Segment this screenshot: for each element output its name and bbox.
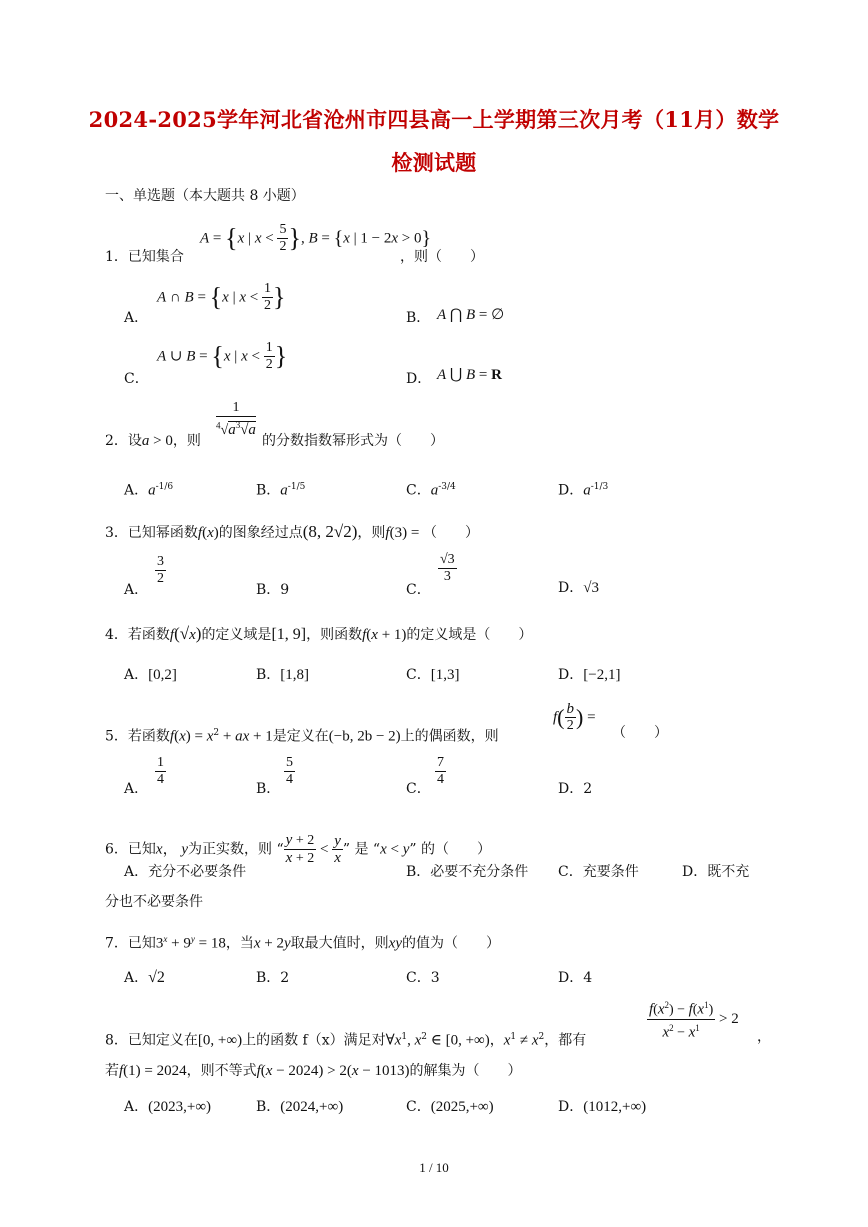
q2-option-c: C．$a^{-3/4}$ — [406, 482, 456, 499]
question-5: 5．若函数$f(x) = x^2$ + ax + 1是定义在(−b, 2b − 2)上的偶函数，则 — [105, 728, 499, 745]
question-3: 3．已知幂函数f(x)的图象经过点(8, 2√2)，则f(3) = （ ） — [105, 522, 480, 541]
q3-option-a: A． — [124, 582, 149, 598]
q4-option-d: D．[−2,1] — [558, 667, 621, 683]
q5-expression: f( $\frac{b}{2}$ ) = — [553, 701, 596, 733]
q4-option-a: A．[0,2] — [124, 667, 177, 683]
q2-option-d: D．$a^{-1/3}$ — [558, 482, 609, 499]
q5-option-a-value: $\frac{1}{4}$ — [157, 755, 164, 787]
q8-comma: ， — [757, 1029, 771, 1045]
q1-option-a-label: A． — [124, 310, 149, 326]
q7-option-b: B．2 — [256, 970, 290, 986]
q3-option-b: B．9 — [256, 582, 290, 598]
q6-option-b: B．必要不充分条件 — [406, 864, 529, 880]
q3-option-c-value: $\frac{√3}{3}$ — [440, 552, 455, 584]
q5-option-a: A． — [124, 781, 149, 797]
q5-tail: （ ） — [612, 725, 668, 741]
q6-option-d-cont: 分也不必要条件 — [105, 894, 203, 910]
q1-option-c-label: C． — [124, 371, 149, 387]
q3-option-a-value: $\frac{3}{2}$ — [157, 554, 164, 586]
question-4: 4．若函数f(√x)的定义域是[1, 9]，则函数f(x + 1)的定义域是（ ） — [105, 624, 533, 643]
question-2: 2．设a > 0，则 — [105, 433, 201, 449]
q6-option-d: D．既不充 — [682, 864, 750, 880]
question-7: 7．已知$3^x + 9^y = 18$，当x + 2y取最大值时，则xy的值为（ ） — [105, 934, 500, 952]
page-title-line2: 检测试题 — [391, 150, 477, 175]
q2-option-b: B．$a^{-1/5}$ — [256, 482, 306, 499]
q1-option-c: A ∪ B = {x | x < $\frac{1}{2}$ } — [157, 340, 288, 372]
q8-option-b: B．(2024,+∞) — [256, 1099, 344, 1115]
q1-option-d: A ⋃ B = R — [437, 367, 502, 383]
q6-option-a: A．充分不必要条件 — [124, 864, 247, 880]
q7-option-d: D．4 — [558, 970, 593, 986]
page-number: 1 / 10 — [419, 1160, 449, 1175]
q8-option-c: C．(2025,+∞) — [406, 1099, 494, 1115]
q3-option-c: C． — [406, 582, 431, 598]
q3-option-d: D．√3 — [558, 580, 599, 596]
page-title: 2024-2025学年河北省沧州市四县高一上学期第三次月考（11月）数学 — [88, 107, 780, 132]
q8-condition: $\frac{f(x^2) - f(x^1)}{x^2 - x^1}$ > 2 — [647, 997, 739, 1041]
q7-option-c: C．3 — [406, 970, 440, 986]
question-8-line2: 若f(1) = 2024，则不等式f(x − 2024) > 2(x − 1013)的解集为（ ） — [105, 1063, 522, 1079]
q5-option-d: D．2 — [558, 781, 593, 797]
q4-option-b: B．[1,8] — [256, 667, 310, 683]
q6-option-c: C．充要条件 — [558, 864, 639, 880]
q8-option-a: A．(2023,+∞) — [124, 1099, 212, 1115]
q1-option-b: A ⋂ B = ∅ — [437, 307, 505, 323]
q2-radical: $\frac{1}{^4√a^3√a}$ — [216, 400, 256, 438]
q1-sets: A = {x | x < $\frac{5}{2}$ }, B = {x | 1 − 2x > 0} — [200, 222, 432, 254]
section-heading: 一、单选题（本大题共 8 小题） — [105, 188, 305, 204]
q5-option-b: B． — [256, 781, 281, 797]
question-6: 6．已知x， y为正实数，则 “ $\frac{y + 2}{x + 2}$ < $\frac{y}{x}$ ” 是 “x < y” 的（ ） — [105, 832, 491, 866]
question-8: 8．已知定义在[0, +∞)上的函数 f（x）满足对$\forall x^1$, $x^2$ ∈ [0, +∞)，$x^1 \ne x^2$，都有 — [105, 1032, 587, 1049]
q5-option-c-value: $\frac{7}{4}$ — [437, 755, 444, 787]
q7-option-a: A．√2 — [124, 969, 165, 986]
q5-option-b-value: $\frac{5}{4}$ — [286, 755, 293, 787]
q2-option-a: A．$a^{-1/6}$ — [124, 482, 174, 499]
q5-option-c: C． — [406, 781, 431, 797]
q1-tail: ，则（ ） — [400, 249, 484, 265]
q4-option-c: C．[1,3] — [406, 667, 460, 683]
question-1: 1．已知集合 — [105, 249, 184, 265]
q1-option-a: A ∩ B = {x | x < $\frac{1}{2}$ } — [157, 281, 286, 313]
q1-option-b-label: B． — [406, 310, 431, 326]
q1-option-d-label: D． — [406, 371, 432, 387]
q8-option-d: D．(1012,+∞) — [558, 1099, 647, 1115]
q2-tail: 的分数指数幂形式为（ ） — [262, 433, 444, 449]
